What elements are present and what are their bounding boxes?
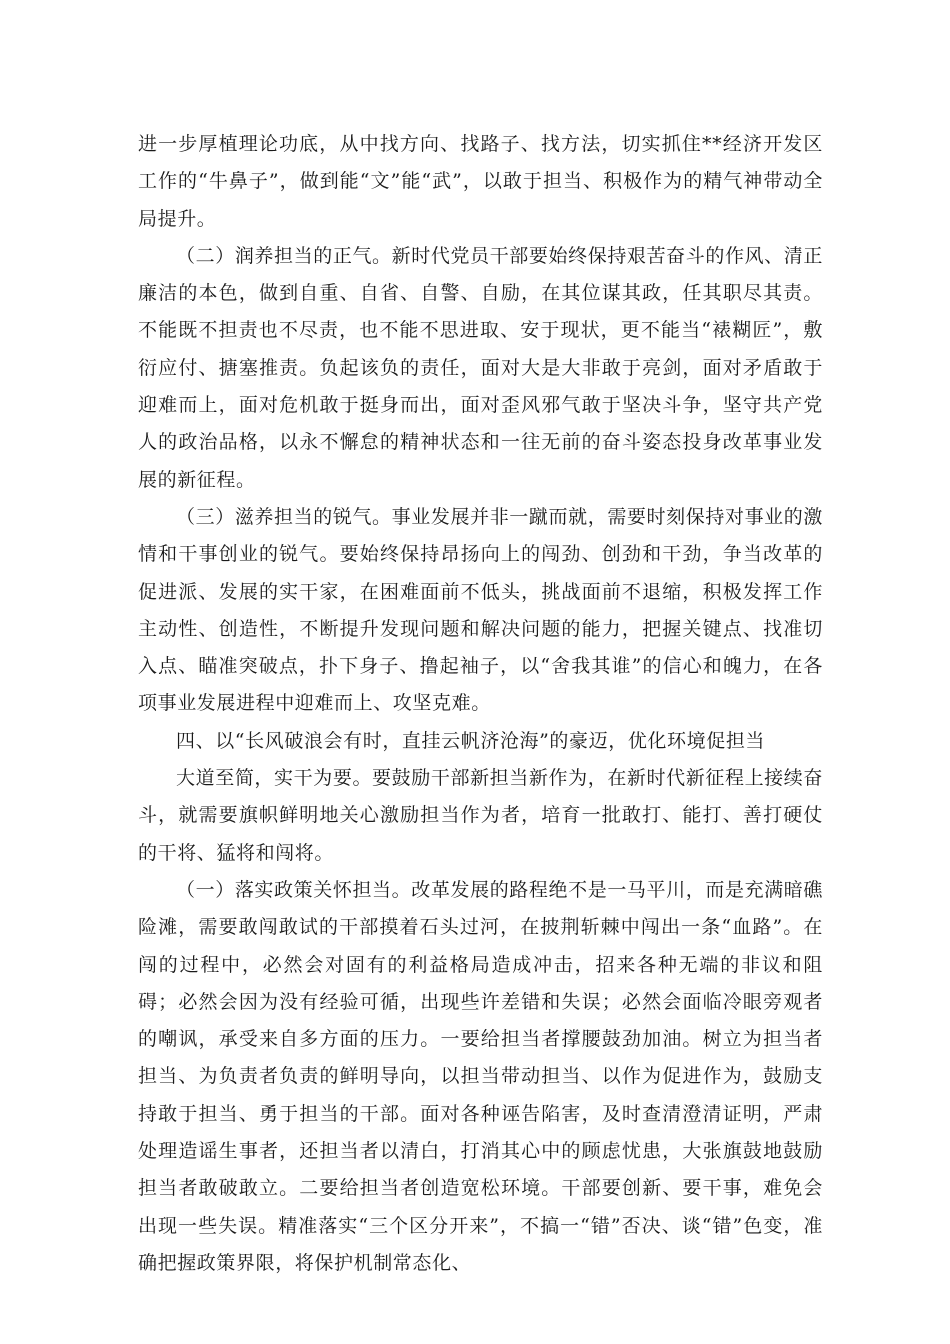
paragraph-subsection-1: （一）落实政策关怀担当。改革发展的路程绝不是一马平川，而是充满暗礁险滩，需要敢闯敢试的干部摸着石头过河，在披荆斩棘中闯出一条“血路”。在闯的过程中，必然会对固有的利益格局造成冲击，招来各种无端的非议和阻碍；必然会因为没有经验可循，出现些许差错和失误；必然会面临冷眼旁观者的嘲讽，承受来自多方面的压力。一要给担当者撑腰鼓劲加油。树立为担当者担当、为负责者负责的鲜明导向，以担当带动担当、以作为促进作为，鼓励支持敢于担当、勇于担当的干部。面对各种诬告陷害，及时查清澄清证明，严肃处理造谣生事者，还担当者以清白，打消其心中的顾虑忧患，大张旗鼓地鼓励担当者敢破敢立。二要给担当者创造宽松环境。干部要创新、要干事，难免会出现一些失误。精准落实“三个区分开来”，不搞一“错”否决、谈“错”色变，准确把握政策界限，将保护机制常态化、	[138, 878, 823, 1274]
paragraph-continuation: 进一步厚植理论功底，从中找方向、找路子、找方法，切实抓住**经济开发区工作的“牛鼻子”，做到能“文”能“武”，以敢于担当、积极作为的精气神带动全局提升。	[138, 133, 823, 230]
document-body	[138, 126, 823, 1282]
section-heading-4: 四、以“长风破浪会有时，直挂云帆济沧海”的豪迈，优化环境促担当	[176, 729, 766, 752]
paragraph-intro-4: 大道至简，实干为要。要鼓励干部新担当新作为，在新时代新征程上接续奋斗，就需要旗帜鲜明地关心激励担当作为者，培育一批敢打、能打、善打硬仗的干将、猛将和闯将。	[138, 767, 823, 864]
paragraph-section-3: （三）滋养担当的锐气。事业发展并非一蹴而就，需要时刻保持对事业的激情和干事创业的锐气。要始终保持昂扬向上的闯劲、创劲和干劲，争当改革的促进派、发展的实干家，在困难面前不低头，挑战面前不退缩，积极发挥工作主动性、创造性，不断提升发现问题和解决问题的能力，把握关键点、找准切入点、瞄准突破点，扑下身子、撸起袖子，以“舍我其谁”的信心和魄力，在各项事业发展进程中迎难而上、攻坚克难。	[138, 505, 823, 715]
paragraph-section-2: （二）润养担当的正气。新时代党员干部要始终保持艰苦奋斗的作风、清正廉洁的本色，做到自重、自省、自警、自励，在其位谋其政，任其职尽其责。不能既不担责也不尽责，也不能不思进取、安于现状，更不能当“裱糊匠”，敷衍应付、搪塞推责。负起该负的责任，面对大是大非敢于亮剑，面对矛盾敢于迎难而上，面对危机敢于挺身而出，面对歪风邪气敢于坚决斗争，坚守共产党人的政治品格，以永不懈怠的精神状态和一往无前的奋斗姿态投身改革事业发展的新征程。	[138, 244, 823, 491]
